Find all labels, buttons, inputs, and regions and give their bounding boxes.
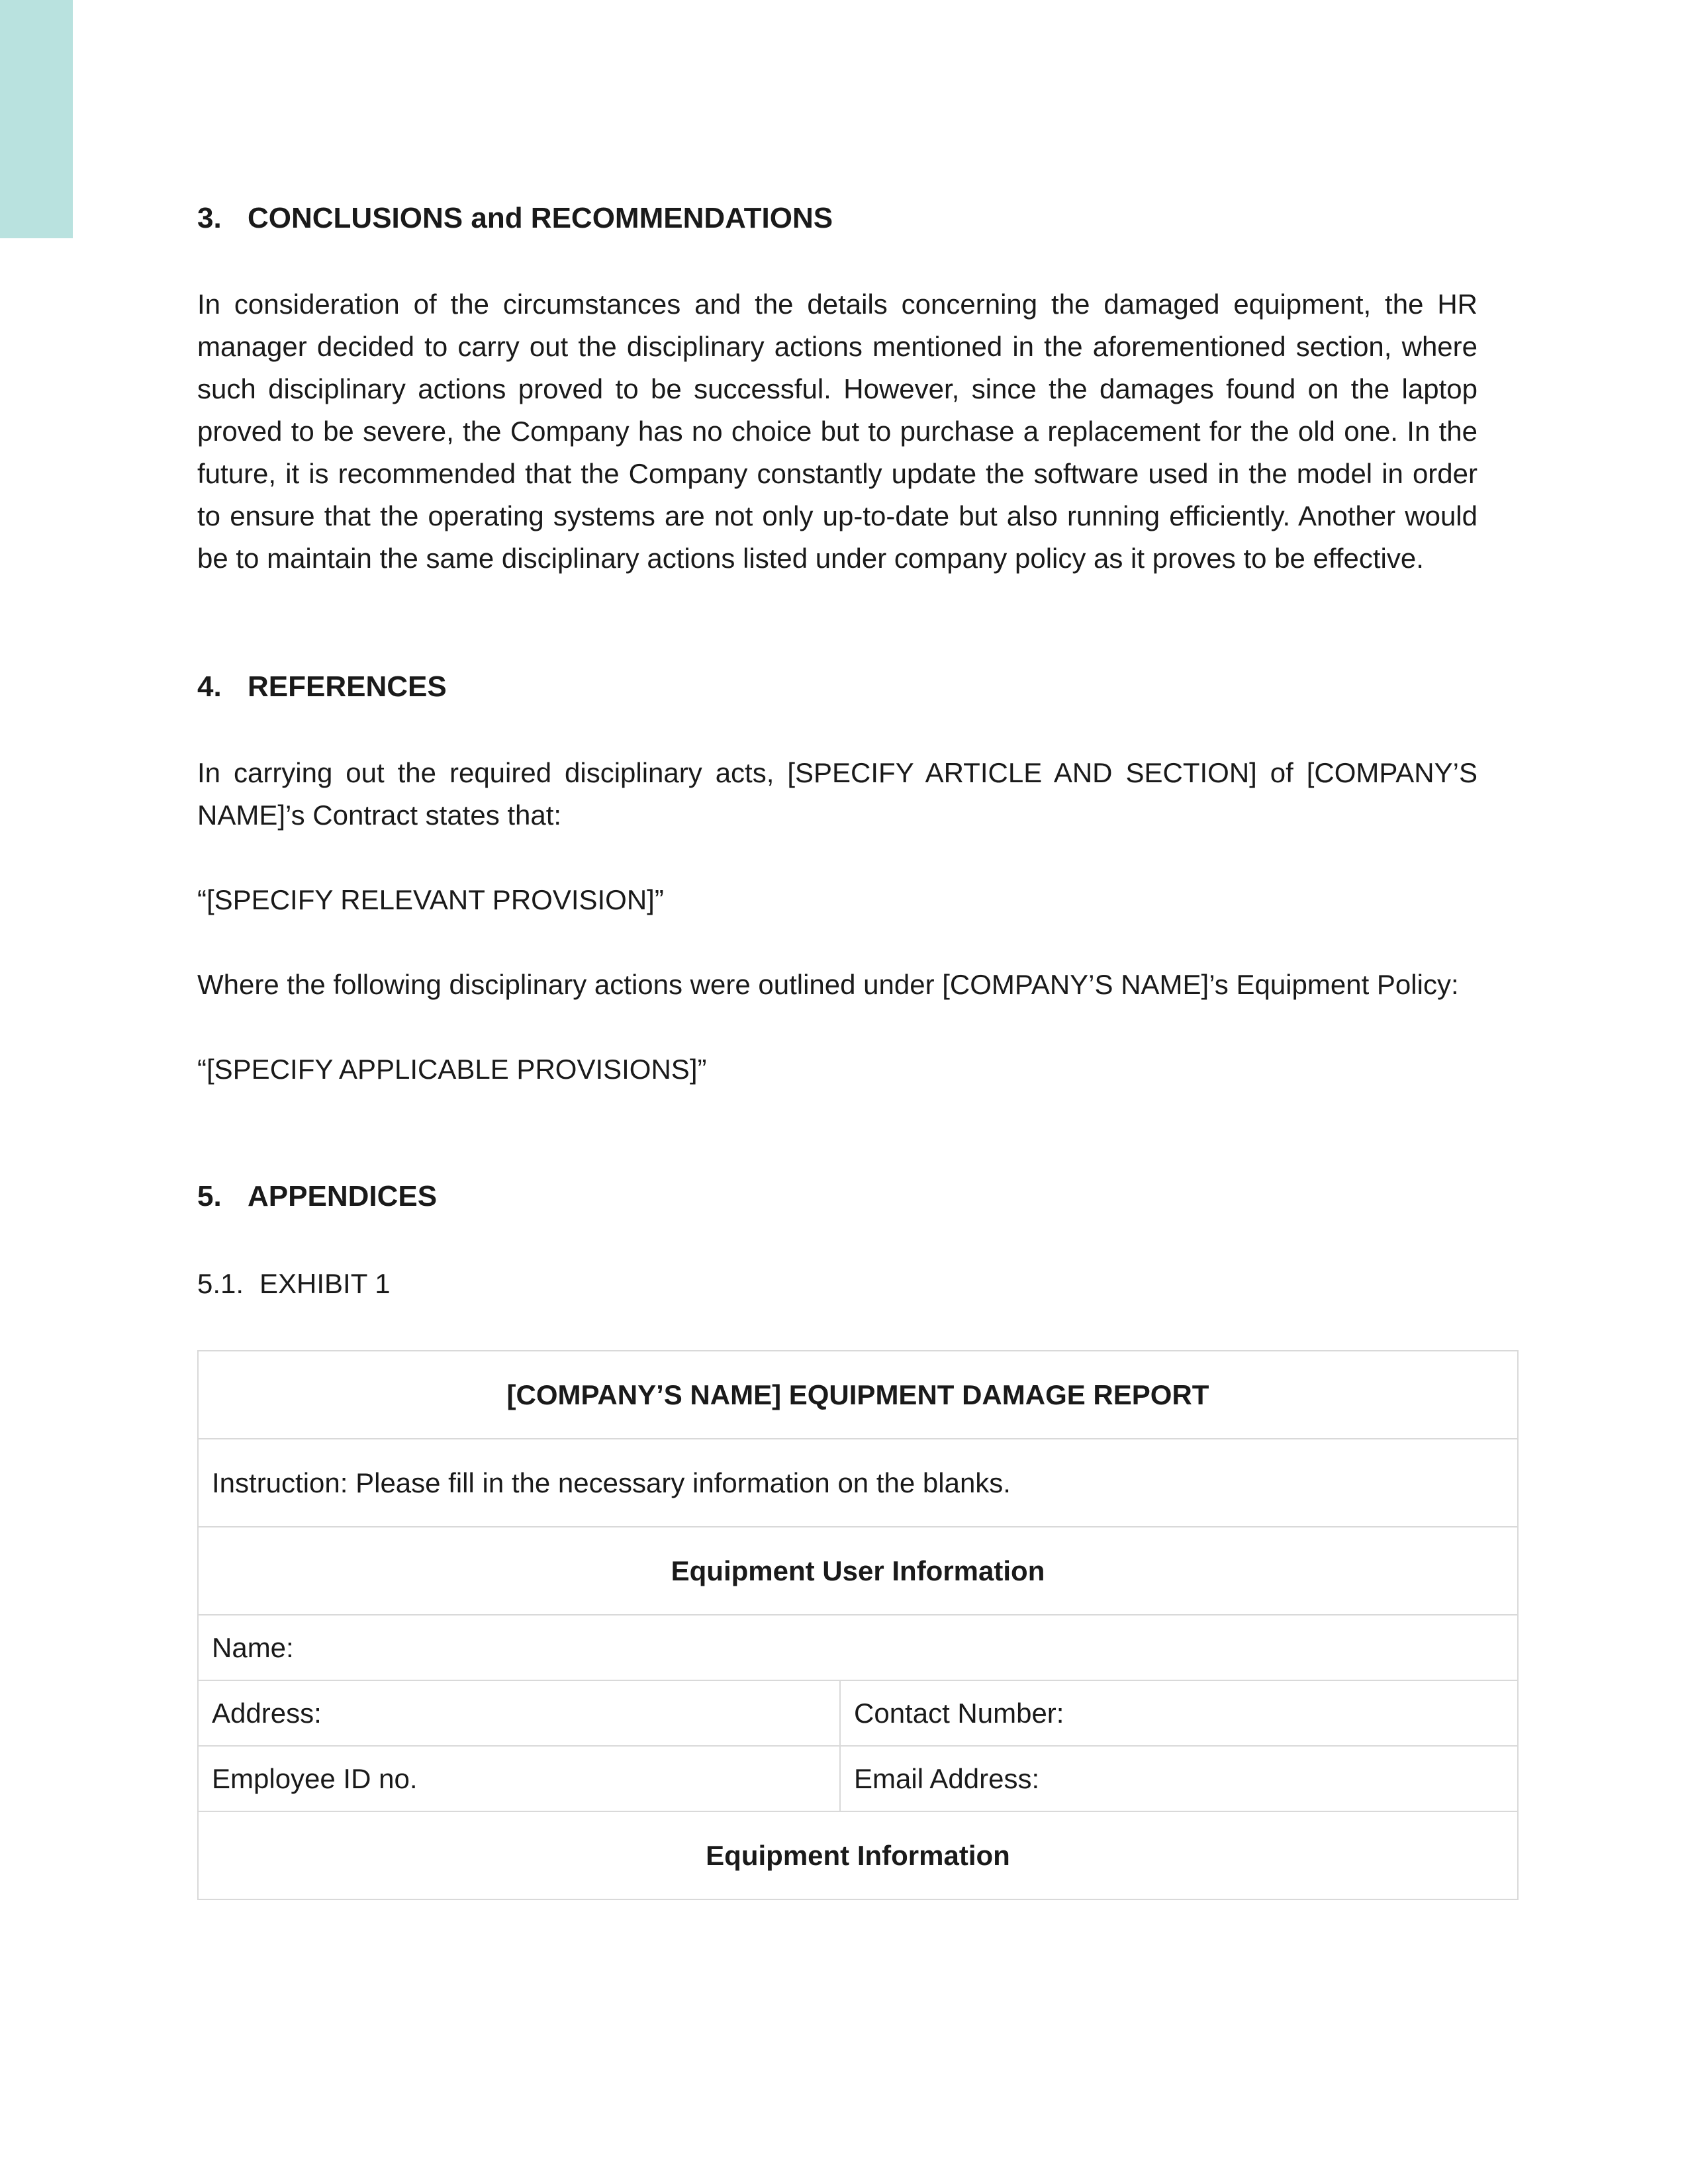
exhibit-number: 5.1.: [197, 1268, 244, 1299]
report-title: [COMPANY’S NAME] EQUIPMENT DAMAGE REPORT: [198, 1351, 1518, 1439]
name-row: [198, 1615, 1518, 1680]
appendices-heading: [197, 1177, 437, 1216]
appendices-number: 5.: [197, 1180, 222, 1212]
conclusions-heading: [197, 199, 833, 238]
conclusions-title: CONCLUSIONS and RECOMMENDATIONS: [248, 202, 833, 234]
address-field[interactable]: Address:: [198, 1680, 840, 1746]
references-number: 4.: [197, 670, 222, 703]
user-info-header-row: [198, 1527, 1518, 1615]
exhibit-subheading: [197, 1263, 391, 1305]
relevant-provision-quote: “[SPECIFY RELEVANT PROVISION]”: [197, 884, 664, 915]
instruction-row: [198, 1439, 1518, 1527]
references-heading: [197, 667, 447, 707]
references-intro-paragraph: In carrying out the required disciplinary acts, [SPECIFY ARTICLE AND SECTION] of [COMPANY’S NAME]’s Contract states that:: [197, 757, 1477, 831]
conclusions-paragraph: In consideration of the circumstances and the details concerning the damaged equipment, the HR manager decided to carry out the disciplinary actions mentioned in the aforementioned section, where such disciplinary actions proved to be successful. However, since the damages found on the laptop proved to be severe, the Company has no choice but to purchase a replacement for the old one. In the future, it is recommended that the Company constantly update the software used in the model in order to ensure that the operating systems are not only up-to-date but also running efficiently. Another would be to maintain the same disciplinary actions listed under company policy as it proves to be effective.: [197, 289, 1477, 574]
equipment-info-header-row: [198, 1811, 1518, 1899]
report-instruction: Instruction: Please fill in the necessary information on the blanks.: [198, 1439, 1518, 1527]
report-title-row: [198, 1351, 1518, 1439]
appendices-title: APPENDICES: [248, 1180, 438, 1212]
applicable-provisions-quote: “[SPECIFY APPLICABLE PROVISIONS]”: [197, 1054, 707, 1085]
name-field[interactable]: Name:: [198, 1615, 1518, 1680]
decorative-corner-tab: [0, 0, 73, 238]
exhibit-title: EXHIBIT 1: [259, 1268, 391, 1299]
equipment-policy-paragraph: Where the following disciplinary actions were outlined under [COMPANY’S NAME]’s Equipment Policy:: [197, 969, 1459, 1000]
employee-email-row: [198, 1746, 1518, 1811]
contact-number-field[interactable]: Contact Number:: [840, 1680, 1518, 1746]
conclusions-number: 3.: [197, 202, 222, 234]
user-info-header: Equipment User Information: [198, 1527, 1518, 1615]
address-contact-row: [198, 1680, 1518, 1746]
employee-id-field[interactable]: Employee ID no.: [198, 1746, 840, 1811]
equipment-damage-report-table: [197, 1350, 1519, 1900]
equipment-info-header: Equipment Information: [198, 1811, 1518, 1899]
references-title: REFERENCES: [248, 670, 447, 703]
email-address-field[interactable]: Email Address:: [840, 1746, 1518, 1811]
